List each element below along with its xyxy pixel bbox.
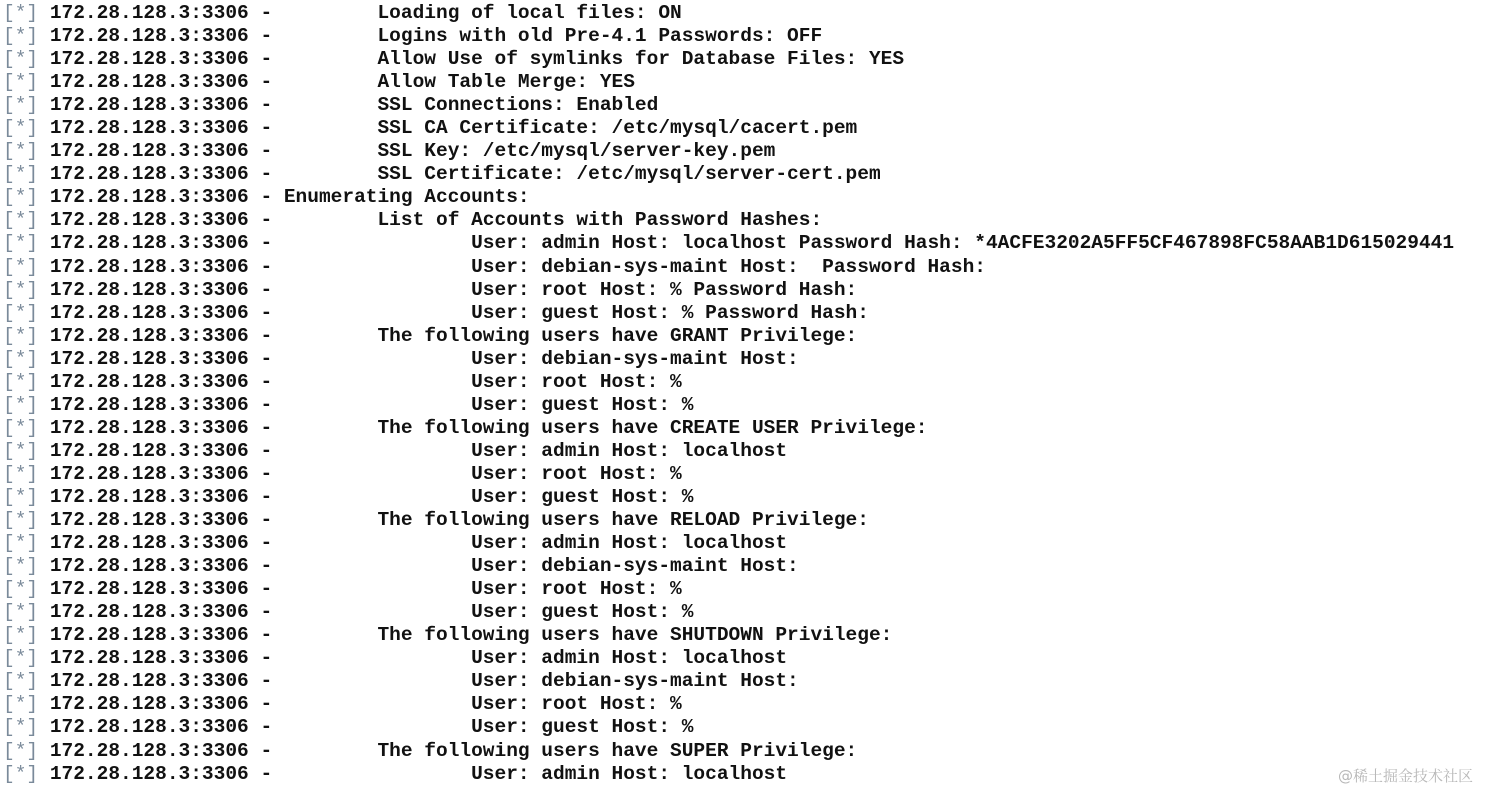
separator: - xyxy=(260,278,273,301)
terminal-line xyxy=(0,279,1487,302)
target-host: 172.28.128.3:3306 xyxy=(49,509,249,532)
status-prefix: [*] xyxy=(3,416,39,439)
separator: - xyxy=(260,347,273,370)
target-host: 172.28.128.3:3306 xyxy=(49,485,249,508)
separator: - xyxy=(260,416,273,439)
target-host: 172.28.128.3:3306 xyxy=(49,693,249,716)
status-prefix: [*] xyxy=(3,509,39,532)
line-message: User: debian-sys-maint Host: Password Hash: xyxy=(471,255,986,278)
line-message: List of Accounts with Password Hashes: xyxy=(377,209,823,232)
terminal-line xyxy=(0,163,1487,186)
separator: - xyxy=(260,25,273,48)
line-message: User: guest Host: % xyxy=(471,393,694,416)
status-prefix: [*] xyxy=(3,347,39,370)
separator: - xyxy=(260,624,273,647)
line-message: User: root Host: % xyxy=(471,462,682,485)
watermark: @稀土掘金技术社区 xyxy=(1337,767,1473,785)
terminal-line xyxy=(0,186,1487,209)
status-prefix: [*] xyxy=(3,278,39,301)
line-message: Loading of local files: ON xyxy=(377,2,682,24)
target-host: 172.28.128.3:3306 xyxy=(49,462,249,485)
line-message: The following users have GRANT Privilege: xyxy=(377,324,858,347)
target-host: 172.28.128.3:3306 xyxy=(49,647,249,670)
separator: - xyxy=(260,555,273,578)
separator: - xyxy=(260,647,273,670)
line-message: Enumerating Accounts: xyxy=(283,186,530,209)
terminal-line xyxy=(0,647,1487,670)
terminal-line xyxy=(0,740,1487,763)
separator: - xyxy=(260,601,273,624)
terminal-line xyxy=(0,48,1487,71)
status-prefix: [*] xyxy=(3,140,39,163)
separator: - xyxy=(260,209,273,232)
terminal-line xyxy=(0,71,1487,94)
terminal-line xyxy=(0,670,1487,693)
target-host: 172.28.128.3:3306 xyxy=(49,301,249,324)
status-prefix: [*] xyxy=(3,324,39,347)
target-host: 172.28.128.3:3306 xyxy=(49,94,249,117)
terminal-line xyxy=(0,394,1487,417)
status-prefix: [*] xyxy=(3,186,39,209)
target-host: 172.28.128.3:3306 xyxy=(49,140,249,163)
terminal-line xyxy=(0,94,1487,117)
target-host: 172.28.128.3:3306 xyxy=(49,601,249,624)
line-message: SSL Certificate: /etc/mysql/server-cert.pem xyxy=(377,163,881,186)
status-prefix: [*] xyxy=(3,209,39,232)
separator: - xyxy=(260,94,273,117)
status-prefix: [*] xyxy=(3,739,39,762)
terminal-line xyxy=(0,509,1487,532)
status-prefix: [*] xyxy=(3,762,39,785)
line-message: User: guest Host: % xyxy=(471,716,694,739)
line-message: SSL Key: /etc/mysql/server-key.pem xyxy=(377,140,776,163)
terminal-line xyxy=(0,624,1487,647)
target-host: 172.28.128.3:3306 xyxy=(49,117,249,140)
terminal-line xyxy=(0,371,1487,394)
terminal-line xyxy=(0,256,1487,279)
status-prefix: [*] xyxy=(3,25,39,48)
separator: - xyxy=(260,532,273,555)
status-prefix: [*] xyxy=(3,555,39,578)
target-host: 172.28.128.3:3306 xyxy=(49,2,249,24)
line-message: User: root Host: % Password Hash: xyxy=(471,278,858,301)
separator: - xyxy=(260,370,273,393)
line-message: The following users have SUPER Privilege: xyxy=(377,739,858,762)
separator: - xyxy=(260,693,273,716)
line-message: User: debian-sys-maint Host: xyxy=(471,555,799,578)
separator: - xyxy=(260,462,273,485)
target-host: 172.28.128.3:3306 xyxy=(49,416,249,439)
line-message: User: debian-sys-maint Host: xyxy=(471,670,799,693)
target-host: 172.28.128.3:3306 xyxy=(49,347,249,370)
line-message: User: admin Host: localhost xyxy=(471,532,788,555)
target-host: 172.28.128.3:3306 xyxy=(49,532,249,555)
target-host: 172.28.128.3:3306 xyxy=(49,739,249,762)
separator: - xyxy=(260,232,273,255)
status-prefix: [*] xyxy=(3,693,39,716)
separator: - xyxy=(260,117,273,140)
terminal-line xyxy=(0,440,1487,463)
line-message: The following users have SHUTDOWN Privilege: xyxy=(377,624,893,647)
status-prefix: [*] xyxy=(3,716,39,739)
line-message: User: admin Host: localhost xyxy=(471,762,788,785)
line-message: User: root Host: % xyxy=(471,693,682,716)
terminal-line xyxy=(0,232,1487,255)
target-host: 172.28.128.3:3306 xyxy=(49,555,249,578)
terminal-line xyxy=(0,693,1487,716)
terminal-line xyxy=(0,486,1487,509)
terminal-line xyxy=(0,325,1487,348)
target-host: 172.28.128.3:3306 xyxy=(49,762,249,785)
status-prefix: [*] xyxy=(3,601,39,624)
terminal-line xyxy=(0,209,1487,232)
terminal-line xyxy=(0,601,1487,624)
line-message: User: admin Host: localhost Password Hash: *4ACFE3202A5FF5CF467898FC58AAB1D615029441 xyxy=(471,232,1455,255)
status-prefix: [*] xyxy=(3,624,39,647)
status-prefix: [*] xyxy=(3,301,39,324)
status-prefix: [*] xyxy=(3,232,39,255)
status-prefix: [*] xyxy=(3,163,39,186)
separator: - xyxy=(260,739,273,762)
status-prefix: [*] xyxy=(3,2,39,24)
separator: - xyxy=(260,485,273,508)
line-message: User: root Host: % xyxy=(471,578,682,601)
status-prefix: [*] xyxy=(3,48,39,71)
line-message: User: root Host: % xyxy=(471,370,682,393)
target-host: 172.28.128.3:3306 xyxy=(49,186,249,209)
terminal-line xyxy=(0,302,1487,325)
separator: - xyxy=(260,163,273,186)
status-prefix: [*] xyxy=(3,670,39,693)
terminal-line xyxy=(0,532,1487,555)
separator: - xyxy=(260,393,273,416)
status-prefix: [*] xyxy=(3,117,39,140)
status-prefix: [*] xyxy=(3,71,39,94)
separator: - xyxy=(260,762,273,785)
line-message: User: admin Host: localhost xyxy=(471,439,788,462)
line-message: User: guest Host: % Password Hash: xyxy=(471,301,869,324)
status-prefix: [*] xyxy=(3,578,39,601)
target-host: 172.28.128.3:3306 xyxy=(49,278,249,301)
target-host: 172.28.128.3:3306 xyxy=(49,71,249,94)
line-message: The following users have CREATE USER Privilege: xyxy=(377,416,928,439)
separator: - xyxy=(260,71,273,94)
separator: - xyxy=(260,716,273,739)
separator: - xyxy=(260,439,273,462)
terminal-line xyxy=(0,578,1487,601)
separator: - xyxy=(260,670,273,693)
target-host: 172.28.128.3:3306 xyxy=(49,25,249,48)
target-host: 172.28.128.3:3306 xyxy=(49,439,249,462)
separator: - xyxy=(260,578,273,601)
line-message: The following users have RELOAD Privilege: xyxy=(377,509,869,532)
terminal-line xyxy=(0,117,1487,140)
status-prefix: [*] xyxy=(3,370,39,393)
line-message: SSL Connections: Enabled xyxy=(377,94,659,117)
target-host: 172.28.128.3:3306 xyxy=(49,370,249,393)
target-host: 172.28.128.3:3306 xyxy=(49,716,249,739)
target-host: 172.28.128.3:3306 xyxy=(49,163,249,186)
terminal-line xyxy=(0,2,1487,25)
terminal-line xyxy=(0,555,1487,578)
status-prefix: [*] xyxy=(3,647,39,670)
status-prefix: [*] xyxy=(3,393,39,416)
line-message: Logins with old Pre-4.1 Passwords: OFF xyxy=(377,25,823,48)
status-prefix: [*] xyxy=(3,485,39,508)
target-host: 172.28.128.3:3306 xyxy=(49,670,249,693)
status-prefix: [*] xyxy=(3,439,39,462)
terminal-line xyxy=(0,716,1487,739)
line-message: User: admin Host: localhost xyxy=(471,647,788,670)
separator: - xyxy=(260,48,273,71)
target-host: 172.28.128.3:3306 xyxy=(49,232,249,255)
separator: - xyxy=(260,140,273,163)
line-message: SSL CA Certificate: /etc/mysql/cacert.pem xyxy=(377,117,858,140)
line-message: Allow Use of symlinks for Database Files: YES xyxy=(377,48,905,71)
terminal-line xyxy=(0,140,1487,163)
separator: - xyxy=(260,255,273,278)
status-prefix: [*] xyxy=(3,532,39,555)
status-prefix: [*] xyxy=(3,462,39,485)
line-message: User: guest Host: % xyxy=(471,601,694,624)
target-host: 172.28.128.3:3306 xyxy=(49,624,249,647)
target-host: 172.28.128.3:3306 xyxy=(49,393,249,416)
target-host: 172.28.128.3:3306 xyxy=(49,578,249,601)
line-message: User: guest Host: % xyxy=(471,485,694,508)
status-prefix: [*] xyxy=(3,255,39,278)
target-host: 172.28.128.3:3306 xyxy=(49,324,249,347)
target-host: 172.28.128.3:3306 xyxy=(49,209,249,232)
separator: - xyxy=(260,509,273,532)
separator: - xyxy=(260,186,273,209)
separator: - xyxy=(260,324,273,347)
terminal-line xyxy=(0,348,1487,371)
terminal-line xyxy=(0,763,1487,786)
separator: - xyxy=(260,2,273,24)
status-prefix: [*] xyxy=(3,94,39,117)
line-message: User: debian-sys-maint Host: xyxy=(471,347,799,370)
target-host: 172.28.128.3:3306 xyxy=(49,255,249,278)
separator: - xyxy=(260,301,273,324)
line-message: Allow Table Merge: YES xyxy=(377,71,635,94)
terminal-line xyxy=(0,417,1487,440)
target-host: 172.28.128.3:3306 xyxy=(49,48,249,71)
terminal-line xyxy=(0,25,1487,48)
terminal-line xyxy=(0,463,1487,486)
